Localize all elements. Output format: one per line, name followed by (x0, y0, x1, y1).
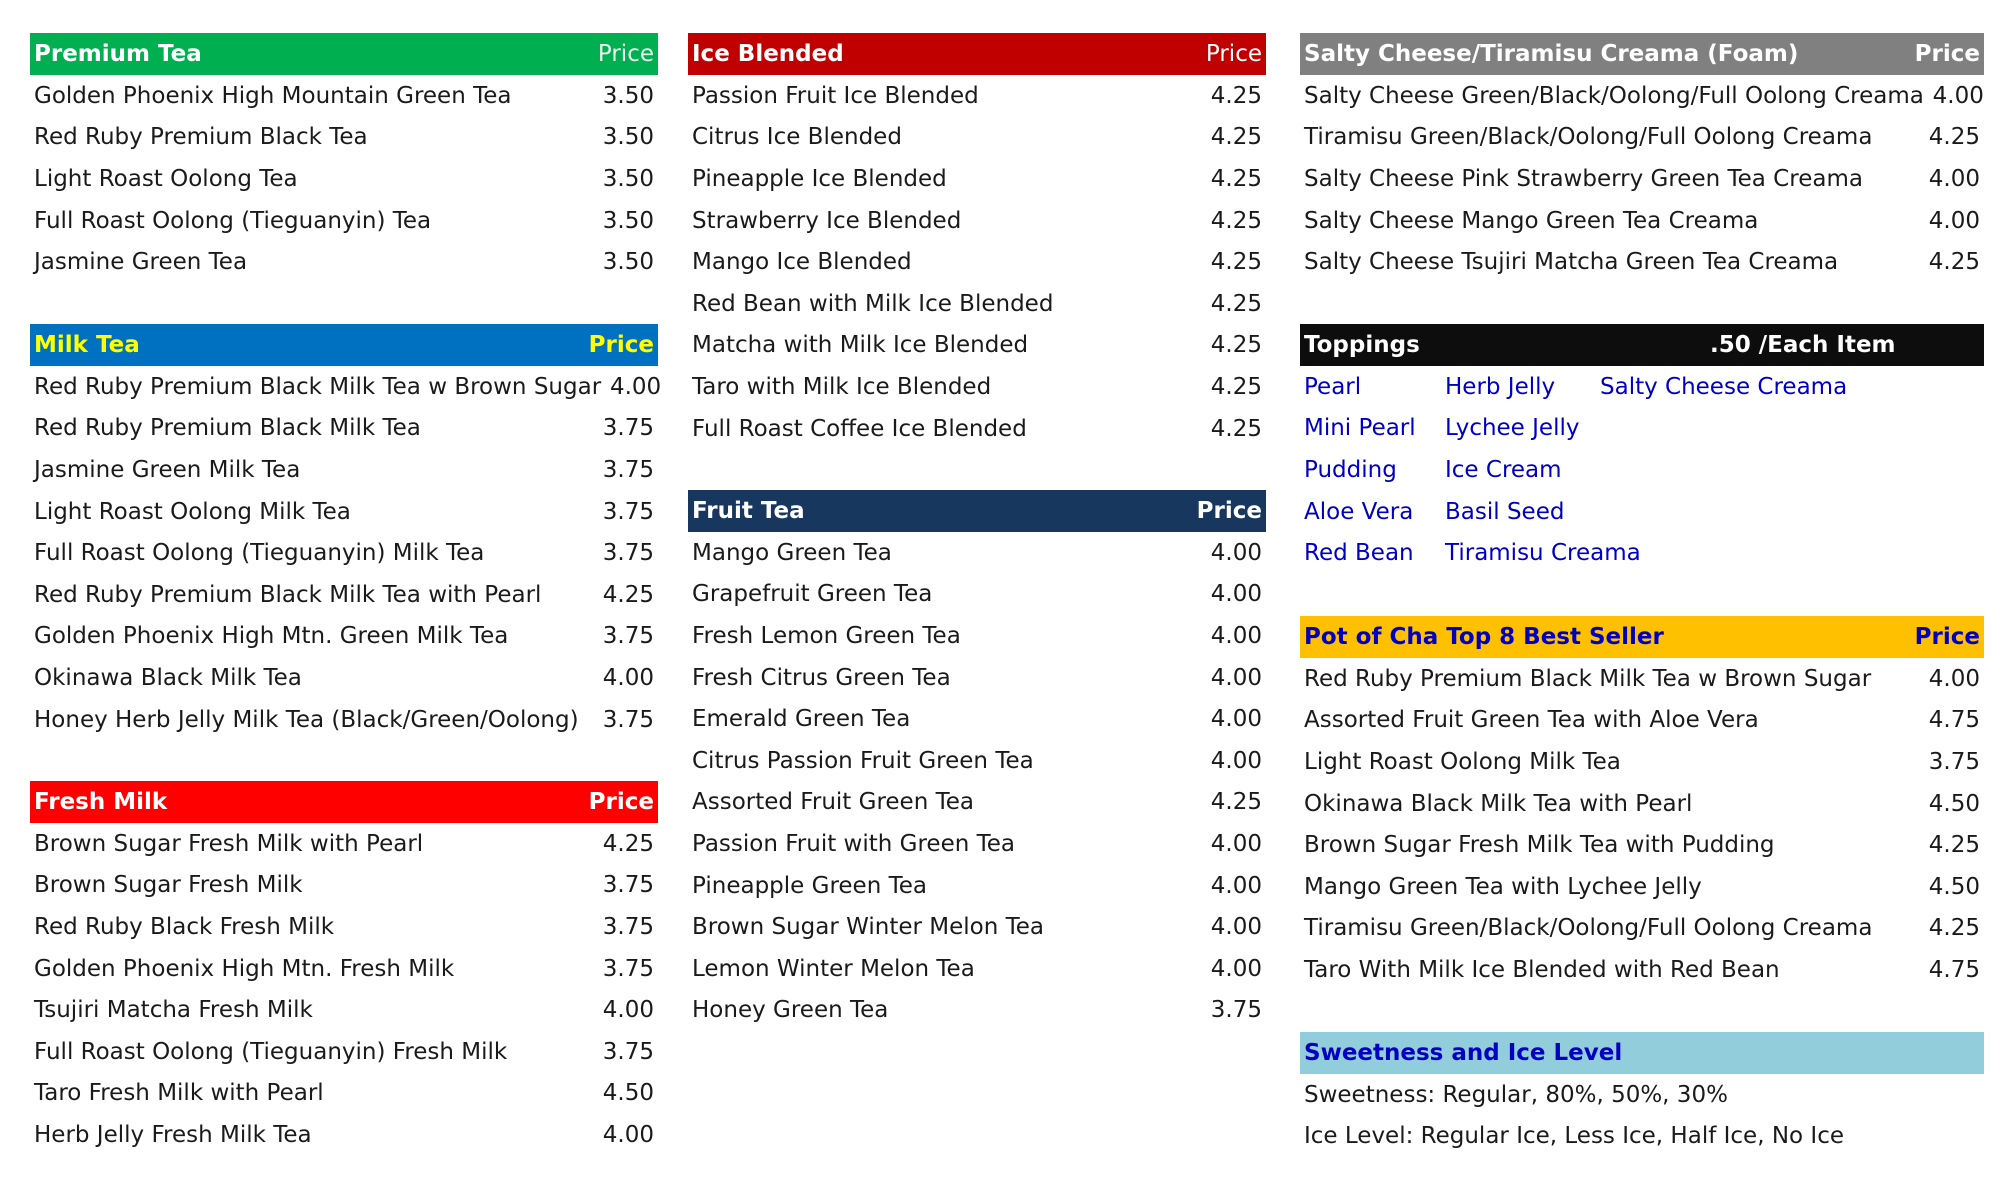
item-name: Tiramisu Green/Black/Oolong/Full Oolong Creama (1304, 124, 1873, 151)
item-name: Okinawa Black Milk Tea with Pearl (1304, 790, 1693, 817)
toppings-price-label: .50 /Each Item (1710, 332, 1896, 358)
item-name: Brown Sugar Fresh Milk (34, 872, 303, 899)
item-name: Salty Cheese Pink Strawberry Green Tea Creama (1304, 165, 1863, 192)
menu-item-row (688, 241, 1266, 283)
item-name: Golden Phoenix High Mountain Green Tea (34, 82, 512, 109)
item-name: Fresh Lemon Green Tea (692, 622, 961, 649)
toppings-row (1300, 408, 1984, 450)
item-price: 3.50 (602, 207, 654, 234)
topping-item: Ice Cream (1445, 456, 1562, 483)
item-price: 4.25 (1928, 249, 1980, 276)
price-label: Price (1914, 41, 1980, 67)
fresh-milk-section (30, 781, 658, 1156)
price-label: Price (588, 332, 654, 358)
sweetness-line: Sweetness: Regular, 80%, 50%, 30% (1304, 1081, 1728, 1108)
item-price: 3.50 (602, 165, 654, 192)
menu-item-row (1300, 866, 1984, 908)
item-price: 3.75 (1210, 997, 1262, 1024)
item-name: Citrus Ice Blended (692, 124, 902, 151)
topping-item: Mini Pearl (1304, 415, 1416, 442)
fruit-tea-header (688, 490, 1266, 532)
item-price: 4.75 (1928, 956, 1980, 983)
item-name: Jasmine Green Tea (34, 249, 248, 276)
item-price: 3.50 (602, 249, 654, 276)
ice-blended-header (688, 33, 1266, 75)
menu-item-row (30, 366, 662, 408)
item-price: 3.75 (602, 456, 654, 483)
item-price: 3.75 (602, 498, 654, 525)
menu-item-row (1300, 158, 1984, 200)
menu-item-row (30, 657, 658, 699)
premium-tea-section (30, 33, 658, 283)
item-price: 4.25 (602, 581, 654, 608)
menu-item-row (1300, 658, 1984, 700)
item-price: 4.50 (1928, 873, 1980, 900)
item-price: 4.50 (1928, 790, 1980, 817)
fruit-tea-section (688, 490, 1266, 1031)
menu-item-row (30, 200, 658, 242)
menu-item-row (688, 906, 1266, 948)
section-title: Fresh Milk (34, 789, 168, 815)
item-price: 4.25 (1210, 290, 1262, 317)
item-name: Okinawa Black Milk Tea (34, 664, 302, 691)
item-price: 4.25 (1210, 373, 1262, 400)
menu-item-row (30, 616, 658, 658)
item-name: Fresh Citrus Green Tea (692, 664, 951, 691)
milk-tea-section (30, 324, 662, 740)
menu-item-row (30, 574, 658, 616)
item-name: Golden Phoenix High Mtn. Fresh Milk (34, 955, 455, 982)
menu-item-row (1300, 200, 1984, 242)
item-price: 4.25 (1210, 789, 1262, 816)
toppings-grid (1300, 366, 1984, 574)
item-price: 4.00 (1210, 706, 1262, 733)
toppings-row (1300, 449, 1984, 491)
menu-item-row (30, 491, 658, 533)
menu-item-row (1300, 783, 1984, 825)
best-seller-section (1300, 616, 1984, 991)
menu-item-row (1300, 741, 1984, 783)
item-name: Honey Herb Jelly Milk Tea (Black/Green/Oolong) (34, 706, 579, 733)
item-name: Lemon Winter Melon Tea (692, 955, 975, 982)
item-name: Herb Jelly Fresh Milk Tea (34, 1121, 312, 1148)
topping-item: Aloe Vera (1304, 498, 1414, 525)
item-price: 3.75 (1928, 748, 1980, 775)
price-label: Price (1196, 498, 1262, 524)
item-name: Honey Green Tea (692, 997, 889, 1024)
best-seller-header (1300, 616, 1984, 658)
item-price: 3.75 (602, 540, 654, 567)
item-name: Assorted Fruit Green Tea (692, 789, 974, 816)
menu-item-row (688, 823, 1266, 865)
item-name: Strawberry Ice Blended (692, 207, 962, 234)
section-title: Premium Tea (34, 41, 202, 67)
item-price: 3.75 (602, 955, 654, 982)
item-price: 4.25 (1928, 124, 1980, 151)
item-price: 4.00 (602, 664, 654, 691)
item-name: Red Ruby Premium Black Milk Tea (34, 415, 421, 442)
item-name: Emerald Green Tea (692, 706, 911, 733)
menu-item-row (1300, 117, 1984, 159)
item-name: Red Ruby Premium Black Milk Tea w Brown Sugar (1304, 665, 1872, 692)
item-price: 4.00 (1210, 872, 1262, 899)
item-name: Full Roast Coffee Ice Blended (692, 415, 1027, 442)
topping-item: Herb Jelly (1445, 373, 1556, 400)
ice-blended-section (688, 33, 1266, 449)
menu-item-row (30, 449, 658, 491)
menu-item-row (30, 699, 658, 741)
price-label: Price (1914, 624, 1980, 650)
item-name: Mango Green Tea with Lychee Jelly (1304, 873, 1702, 900)
menu-item-row (688, 200, 1266, 242)
topping-item: Pearl (1304, 373, 1362, 400)
item-price: 4.00 (1210, 830, 1262, 857)
item-price: 4.00 (1928, 207, 1980, 234)
menu-item-row (30, 948, 658, 990)
milk-tea-header (30, 324, 658, 366)
section-title: Pot of Cha Top 8 Best Seller (1304, 624, 1664, 650)
item-name: Pineapple Ice Blended (692, 165, 947, 192)
item-price: 4.25 (1210, 207, 1262, 234)
item-name: Brown Sugar Fresh Milk Tea with Pudding (1304, 832, 1775, 859)
item-name: Mango Ice Blended (692, 249, 912, 276)
ice-level-line: Ice Level: Regular Ice, Less Ice, Half Ice, No Ice (1304, 1123, 1844, 1150)
item-name: Grapefruit Green Tea (692, 581, 933, 608)
menu-item-row (688, 532, 1266, 574)
menu-item-row (1300, 824, 1984, 866)
menu-item-row (30, 1114, 658, 1156)
item-price: 3.75 (602, 623, 654, 650)
menu-item-row (688, 615, 1266, 657)
item-name: Light Roast Oolong Tea (34, 165, 298, 192)
item-price: 4.00 (609, 373, 662, 400)
menu-item-row (30, 823, 658, 865)
price-label: Price (588, 789, 654, 815)
item-name: Mango Green Tea (692, 539, 892, 566)
menu-item-row (1300, 949, 1984, 991)
item-price: 4.25 (1928, 832, 1980, 859)
menu-item-row (30, 158, 658, 200)
item-price: 4.25 (1210, 415, 1262, 442)
menu-item-row (30, 1073, 658, 1115)
salty-cheese-header (1300, 33, 1984, 75)
item-name: Jasmine Green Milk Tea (34, 456, 301, 483)
menu-item-row (30, 906, 658, 948)
menu-item-row (30, 865, 658, 907)
item-name: Assorted Fruit Green Tea with Aloe Vera (1304, 707, 1759, 734)
section-title: Sweetness and Ice Level (1304, 1040, 1623, 1066)
item-name: Brown Sugar Winter Melon Tea (692, 914, 1045, 941)
item-price: 4.00 (1932, 82, 1984, 109)
item-price: 3.75 (602, 913, 654, 940)
premium-tea-header (30, 33, 658, 75)
item-name: Red Ruby Premium Black Tea (34, 124, 368, 151)
section-title: Fruit Tea (692, 498, 805, 524)
item-price: 4.00 (602, 997, 654, 1024)
item-price: 4.25 (1210, 124, 1262, 151)
menu-item-row (688, 574, 1266, 616)
item-name: Tsujiri Matcha Fresh Milk (34, 997, 313, 1024)
menu-item-row (1300, 75, 1984, 117)
item-name: Light Roast Oolong Milk Tea (1304, 748, 1621, 775)
item-name: Matcha with Milk Ice Blended (692, 332, 1029, 359)
topping-item: Salty Cheese Creama (1600, 373, 1848, 400)
item-name: Red Ruby Black Fresh Milk (34, 913, 335, 940)
item-name: Light Roast Oolong Milk Tea (34, 498, 351, 525)
item-name: Passion Fruit Ice Blended (692, 82, 979, 109)
item-price: 4.00 (1210, 664, 1262, 691)
item-name: Golden Phoenix High Mtn. Green Milk Tea (34, 623, 509, 650)
topping-item: Pudding (1304, 456, 1397, 483)
menu-item-row (30, 1031, 658, 1073)
menu-item-row (30, 532, 658, 574)
fresh-milk-header (30, 781, 658, 823)
salty-cheese-section (1300, 33, 1984, 283)
item-price: 3.75 (602, 415, 654, 442)
item-price: 3.75 (602, 706, 654, 733)
item-price: 4.25 (602, 830, 654, 857)
menu-item-row (688, 325, 1266, 367)
item-price: 4.00 (1210, 914, 1262, 941)
item-price: 4.25 (1210, 249, 1262, 276)
item-name: Taro With Milk Ice Blended with Red Bean (1304, 956, 1780, 983)
menu-item-row (30, 117, 658, 159)
toppings-row (1300, 366, 1984, 408)
toppings-section (1300, 324, 1984, 574)
item-price: 4.00 (1928, 165, 1980, 192)
toppings-row (1300, 491, 1984, 533)
menu-item-row (688, 75, 1266, 117)
item-name: Red Bean with Milk Ice Blended (692, 290, 1054, 317)
toppings-header (1300, 324, 1984, 366)
item-price: 4.25 (1928, 915, 1980, 942)
menu-item-row (688, 366, 1266, 408)
menu-item-row (1300, 908, 1984, 950)
item-price: 3.75 (602, 1038, 654, 1065)
menu-item-row (30, 241, 658, 283)
item-name: Citrus Passion Fruit Green Tea (692, 747, 1034, 774)
sweetness-section (1300, 1032, 1984, 1157)
item-name: Red Ruby Premium Black Milk Tea w Brown Sugar (34, 373, 602, 400)
item-name: Salty Cheese Mango Green Tea Creama (1304, 207, 1759, 234)
item-price: 4.00 (1210, 955, 1262, 982)
menu-item-row (1300, 700, 1984, 742)
menu-item-row (688, 408, 1266, 450)
item-name: Passion Fruit with Green Tea (692, 830, 1016, 857)
item-price: 4.50 (602, 1080, 654, 1107)
toppings-row (1300, 532, 1984, 574)
item-name: Full Roast Oolong (Tieguanyin) Fresh Milk (34, 1038, 508, 1065)
topping-item: Tiramisu Creama (1445, 540, 1641, 567)
price-label: Price (1205, 41, 1262, 67)
price-label: Price (597, 41, 654, 67)
item-price: 4.00 (1210, 539, 1262, 566)
item-price: 3.50 (602, 124, 654, 151)
item-price: 4.00 (1210, 747, 1262, 774)
menu-item-row (688, 698, 1266, 740)
menu-item-row (688, 990, 1266, 1032)
item-name: Taro Fresh Milk with Pearl (34, 1080, 324, 1107)
menu-item-row (1300, 241, 1984, 283)
menu-item-row (688, 865, 1266, 907)
item-name: Pineapple Green Tea (692, 872, 927, 899)
topping-item: Red Bean (1304, 540, 1414, 567)
item-name: Taro with Milk Ice Blended (692, 373, 992, 400)
item-name: Salty Cheese Green/Black/Oolong/Full Oolong Creama (1304, 82, 1924, 109)
menu-item-row (688, 657, 1266, 699)
item-price: 4.25 (1210, 82, 1262, 109)
item-price: 4.00 (1210, 581, 1262, 608)
section-title: Ice Blended (692, 41, 844, 67)
menu-item-row (688, 117, 1266, 159)
item-name: Full Roast Oolong (Tieguanyin) Milk Tea (34, 540, 485, 567)
item-name: Red Ruby Premium Black Milk Tea with Pearl (34, 581, 542, 608)
item-price: 4.75 (1928, 707, 1980, 734)
menu-item-row (688, 782, 1266, 824)
item-name: Tiramisu Green/Black/Oolong/Full Oolong Creama (1304, 915, 1873, 942)
topping-item: Lychee Jelly (1445, 415, 1580, 442)
menu-item-row (30, 408, 658, 450)
menu-item-row (30, 989, 658, 1031)
menu-item-row (30, 75, 658, 117)
item-name: Full Roast Oolong (Tieguanyin) Tea (34, 207, 432, 234)
item-price: 4.25 (1210, 165, 1262, 192)
topping-item: Basil Seed (1445, 498, 1565, 525)
section-title: Toppings (1304, 332, 1420, 358)
item-price: 3.50 (602, 82, 654, 109)
item-price: 3.75 (602, 872, 654, 899)
item-price: 4.00 (1928, 665, 1980, 692)
menu-item-row (688, 740, 1266, 782)
menu-item-row (688, 948, 1266, 990)
section-title: Salty Cheese/Tiramisu Creama (Foam) (1304, 41, 1799, 67)
menu-item-row (688, 158, 1266, 200)
item-price: 4.25 (1210, 332, 1262, 359)
menu-item-row (688, 283, 1266, 325)
item-price: 4.00 (602, 1121, 654, 1148)
section-title: Milk Tea (34, 332, 140, 358)
item-price: 4.00 (1210, 622, 1262, 649)
item-name: Brown Sugar Fresh Milk with Pearl (34, 830, 424, 857)
sweetness-header (1300, 1032, 1984, 1074)
item-name: Salty Cheese Tsujiri Matcha Green Tea Creama (1304, 249, 1839, 276)
